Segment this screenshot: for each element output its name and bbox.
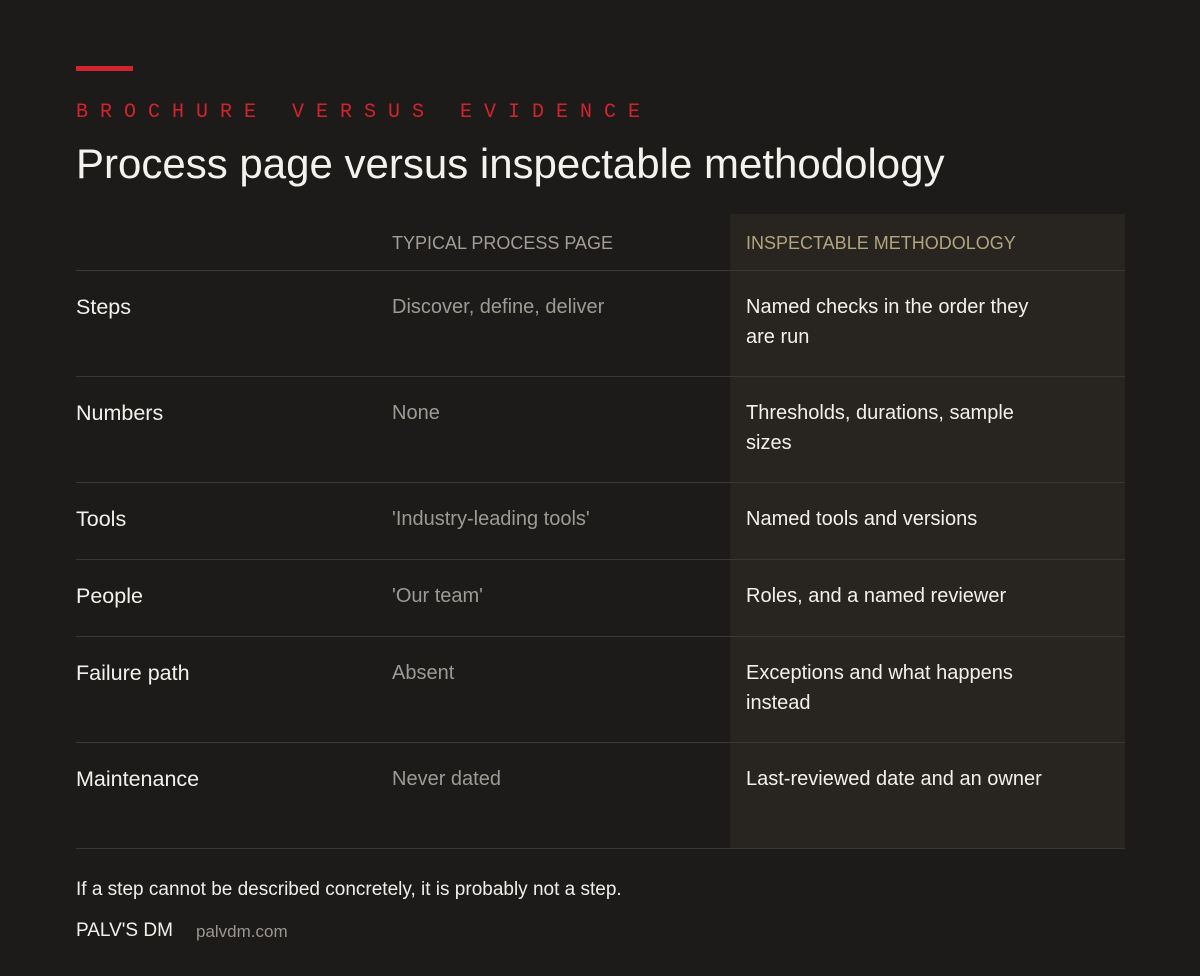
table-row-numbers [76, 377, 1125, 483]
row-label: Tools [76, 507, 127, 531]
inspectable-cell: Exceptions and what happens instead [746, 662, 1013, 714]
typical-cell: Absent [392, 662, 455, 684]
row-label: Steps [76, 295, 131, 319]
page-title: Process page versus inspectable methodology [76, 140, 945, 187]
row-label: Maintenance [76, 767, 200, 791]
typical-cell: 'Our team' [392, 585, 483, 607]
header-typical-process-page: TYPICAL PROCESS PAGE [392, 233, 614, 253]
typical-cell: 'Industry-leading tools' [392, 508, 590, 530]
row-label: Numbers [76, 401, 164, 425]
typical-cell: Discover, define, deliver [392, 296, 605, 318]
inspectable-cell: Named tools and versions [746, 508, 978, 530]
table-row-tools [76, 483, 1125, 560]
table-row-maintenance [76, 743, 1125, 849]
table-header [76, 214, 1125, 271]
header-inspectable-methodology: INSPECTABLE METHODOLOGY [746, 233, 1016, 253]
typical-cell: Never dated [392, 768, 501, 790]
row-label: People [76, 584, 143, 608]
site-link[interactable]: palvdm.com [196, 922, 288, 941]
accent-bar [76, 66, 133, 71]
table-row-steps [76, 271, 1125, 377]
inspectable-cell: Thresholds, durations, sample sizes [746, 402, 1014, 454]
eyebrow-label: BROCHURE VERSUS EVIDENCE [76, 101, 653, 124]
row-label: Failure path [76, 661, 190, 685]
brand-name: PALV'S DM [76, 920, 173, 941]
inspectable-cell: Last-reviewed date and an owner [746, 768, 1042, 790]
typical-cell: None [392, 402, 440, 424]
table-row-failure-path [76, 637, 1125, 743]
inspectable-cell: Roles, and a named reviewer [746, 585, 1007, 607]
inspectable-cell: Named checks in the order they are run [746, 296, 1029, 348]
comparison-table [76, 214, 1125, 849]
table-row-people [76, 560, 1125, 637]
footnote: If a step cannot be described concretely, it is probably not a step. [76, 879, 622, 900]
